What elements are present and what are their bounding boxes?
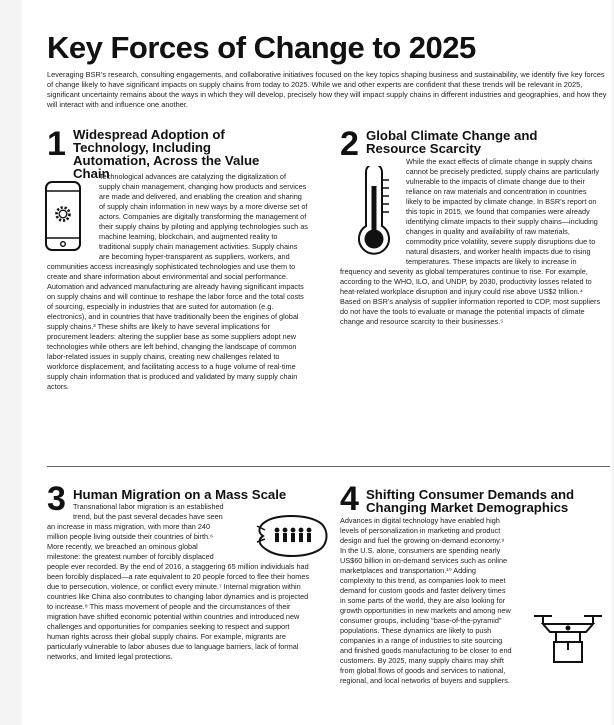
intro-paragraph: Leveraging BSR’s research, consulting engagements, and collaborative initiatives focused on the key topics shaping business and sustainability, we identify five key forces of change likely to have significant impacts on supply chains from today to 2025. While we and other experts are confident that these trends will be relevant in 2025, significant uncertainty remains about the ways in which they will develop, precisely how they will impact supply chains in different industries and geographies, and how they will interact with and influence one another. [47, 70, 607, 109]
section-3-title: Human Migration on a Mass Scale [73, 487, 287, 502]
section-2-body-text: While the exact effects of climate change in supply chains cannot be precisely predicted, supply chains are particularly vulnerable to the impacts of climate change due to their reliance on raw materials and concentration in countries likely to be impacted by climate change. In BSR’s report on this topic in 2015, we found that companies were already identifying climate impacts to their supply chains—including changes in quality and availability of raw materials, commodity price volatility, severe supply disruptions due to natural disasters, and worker health impacts due to rising temperatures. These impacts are likely to increase in frequency and severity as global temperatures continue to rise. For example, according to the WHO, ILO, and UNDP, by 2030, productivity losses related to heat-related workplace disruption and injury could rise above US$2 trillion.⁴ Based on BSR’s analysis of supplier information reported to CDP, most suppliers do not have the tools to evaluate or manage the potential impacts of climate change and resource scarcity to their businesses.⁵ [340, 157, 601, 326]
section-divider [47, 466, 610, 467]
section-3-body [47, 502, 311, 662]
section-2-number: 2 [340, 125, 359, 163]
section-2-title: Global Climate Change and Resource Scarcity [366, 128, 538, 156]
section-4-body [340, 516, 604, 700]
page-title: Key Forces of Change to 2025 [47, 30, 476, 65]
section-4-body-text: Advances in digital technology have enabled high levels of personalization in marketing and product design and fuel the growing on-demand economy.⁹ In the U.S. alone, consumers are spending nearly US$60 billion in on-demand services such as online marketplaces and transportation.¹⁰ Adding complexity to this trend, as companies look to meet demand for custom goods and faster delivery times in some parts of the world, they are also looking for growth opportunities in new markets and among new consumer groups, including “base-of-the-pyramid” populations. These dynamics are likely to push companies in a range of industries to site sourcing and finished goods manufacturing to be closer to end customers. By 2025, many supply chains may shift from global flows of goods and services to national, regional, and local networks of buyers and suppliers. [340, 516, 512, 685]
section-1-number: 1 [47, 125, 66, 163]
section-1-title: Widespread Adoption of Technology, Including Automation, Across the Value Chain [73, 127, 260, 181]
section-3-body-text: Transnational labor migration is an established trend, but the past several decades have seen an increase in mass migration, with more than 240 million people living outside their countries of birth.⁶ More recently, we breached an ominous global milestone: the greatest number of forcibly displaced people ever recorded. By the end of 2016, a staggering 65 million individuals had been forcibly displaced—a rate equivalent to 20 people forced to flee their homes due to persecution, violence, or conflict every minute.⁷ Internal migration within countries like China also contributes to changing labor dynamics and is projected to increase.⁸ This mass movement of people and the circumstances of their migration have shifted economic potential within countries and introduced new challenges and opportunities for companies seeking to respect and support human rights across their global supply chains. For example, migrants are particularly vulnerable to labor abuses due to language barriers, lack of formal networks, and limited legal protections. [47, 502, 310, 661]
section-1-body [47, 172, 309, 392]
section-4-title: Shifting Consumer Demands and Changing Market Demographics [366, 487, 575, 515]
section-3-number: 3 [47, 480, 66, 518]
section-4-number: 4 [340, 480, 359, 518]
section-1-body-text: Technological advances are catalyzing the digitalization of supply chain management, changing how products and services are made and delivered, and enabling the creation and sharing of supply chain information in new ways by a more diverse set of actors. Companies are digitally transforming the management of their supply chains by piloting and applying technologies such as machine learning, blockchain, and augmented reality to traditional supply chain management activities. Supply chains are becoming hyper-transparent as suppliers, workers, and communities access increasingly sophisticated technologies and use them to create and share information about environmental and social performance. Automation and advanced manufacturing are already having significant impacts on supply chains and will continue to reshape the labor force and the total costs of sourcing, especially in industries that are suited for automation (e.g. electronics), and in countries that have traditionally been the engines of global supply chains.³ These shifts are likely to have several implications for procurement leaders: altering the supplier base as some suppliers adopt new technologies while others are left behind, changing the landscape of common labor-related issues in supply chains, creating new challenges related to workforce displacement, and facilitating access to a huge volume of real-time supply chain information that is produced and validated by many supply chain actors. [47, 172, 308, 391]
section-2-body [340, 157, 604, 327]
